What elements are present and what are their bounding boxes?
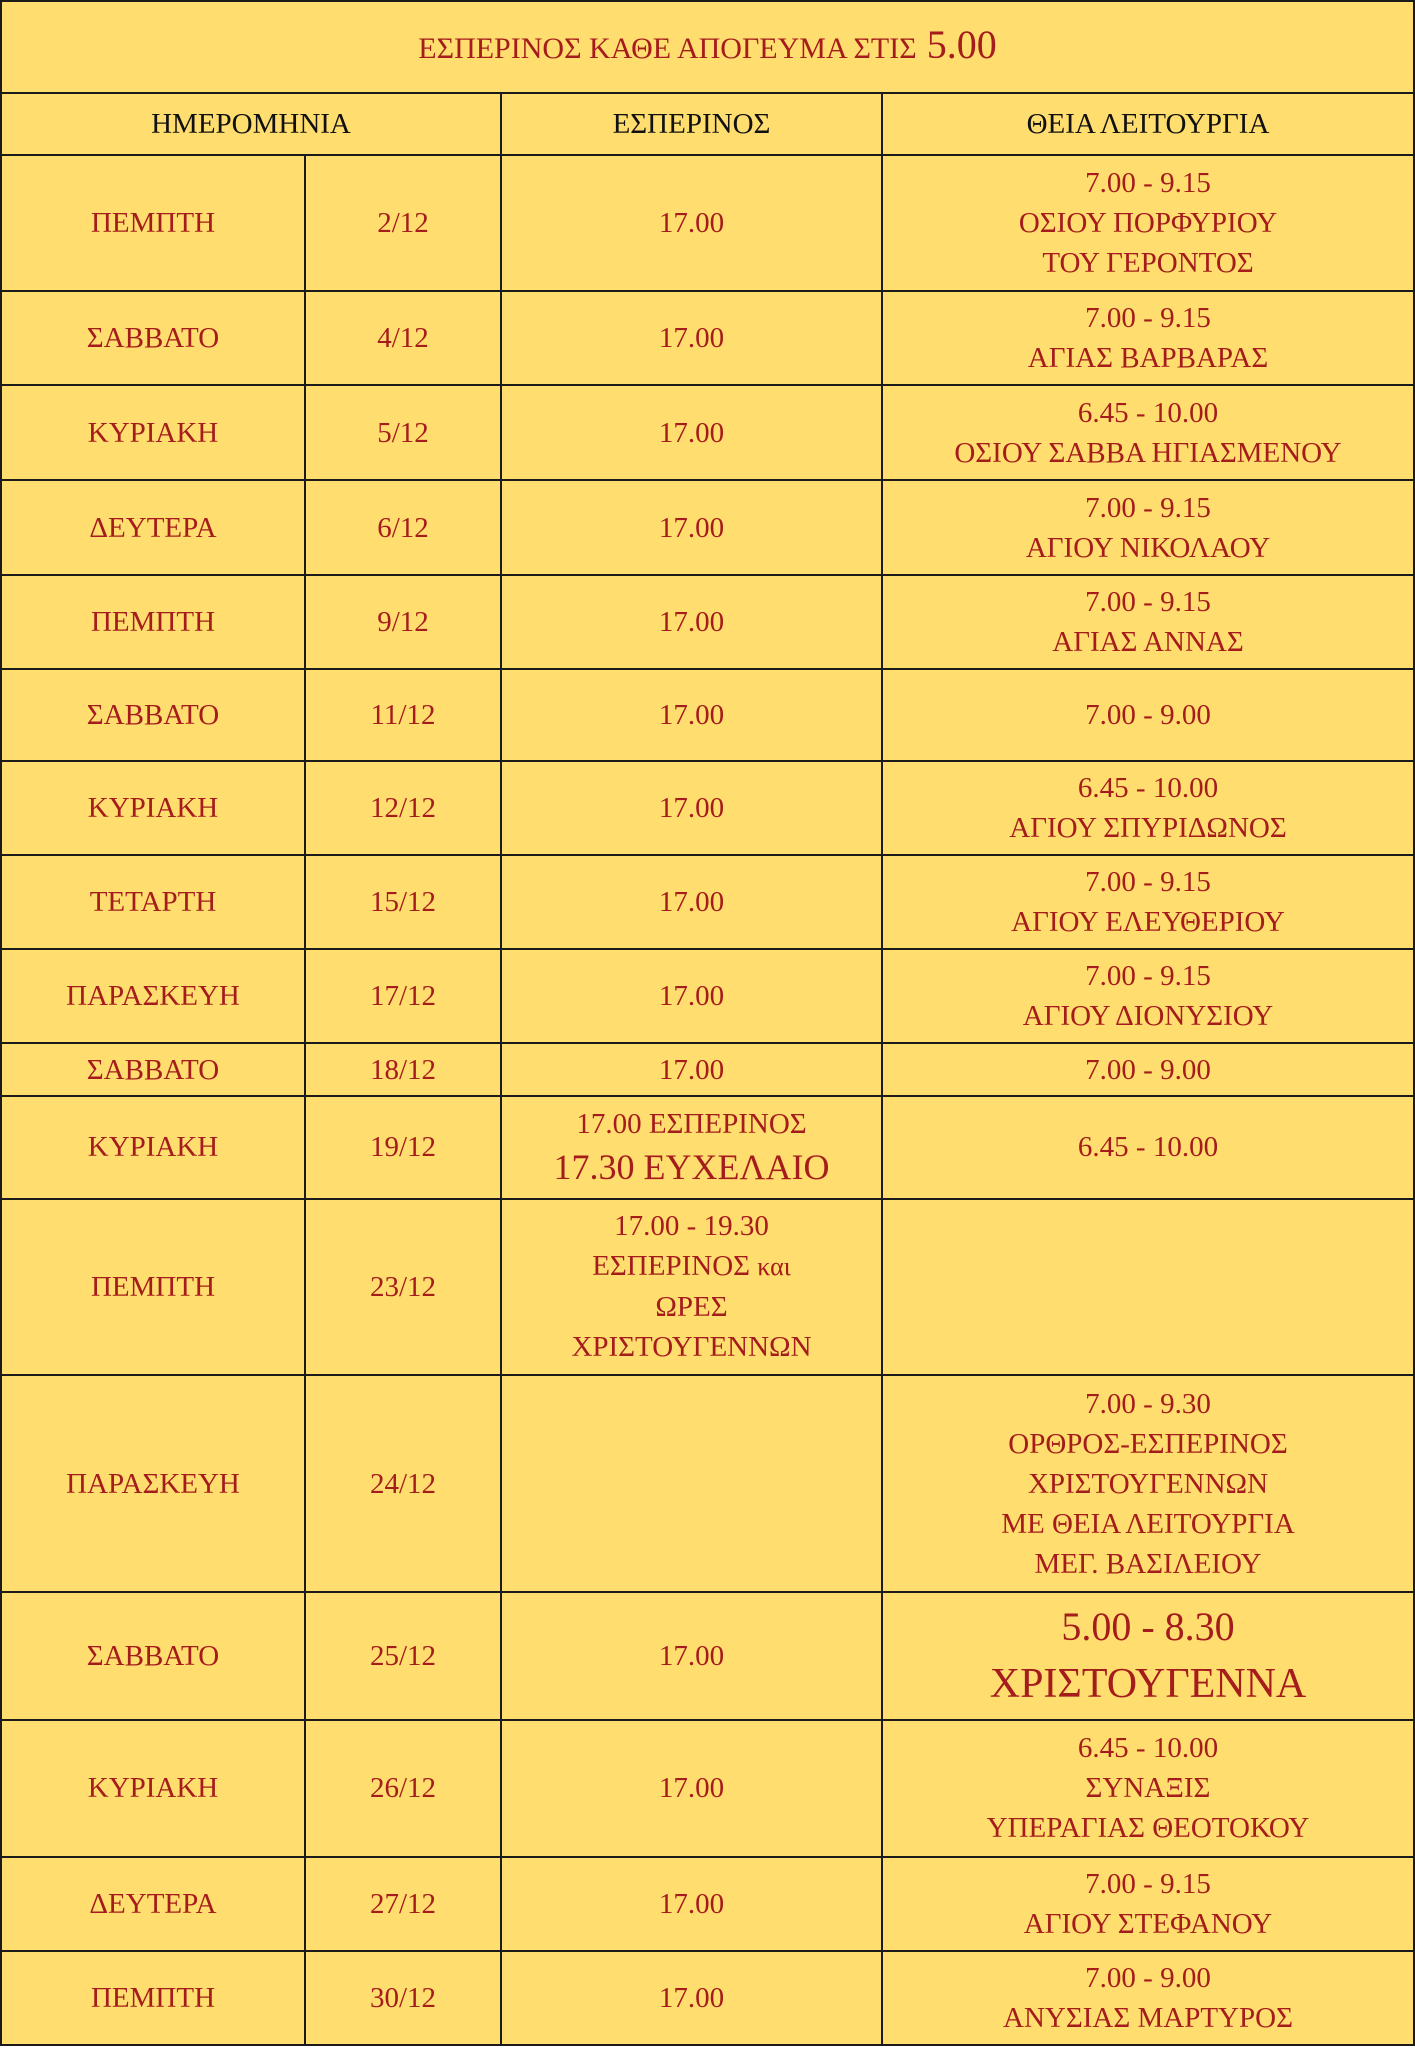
date-cell: 5/12 — [305, 385, 501, 480]
table-row — [1, 1592, 1414, 1720]
header-row — [1, 93, 1414, 155]
liturgy-line: 7.00 - 9.15 — [1085, 302, 1211, 335]
table-row — [1, 291, 1414, 385]
liturgy-line: ΤΟΥ ΓΕΡΟΝΤΟΣ — [1042, 247, 1254, 280]
table-row — [1, 949, 1414, 1043]
vespers-cell: 17.00 — [501, 949, 882, 1043]
liturgy-cell — [882, 1043, 1414, 1096]
liturgy-line: ΑΝΥΣΙΑΣ ΜΑΡΤΥΡΟΣ — [1003, 2001, 1293, 2034]
day-cell: ΠΕΜΠΤΗ — [1, 575, 305, 669]
table-row — [1, 480, 1414, 574]
date-cell: 17/12 — [305, 949, 501, 1043]
vespers-cell: 17.00 — [501, 761, 882, 855]
liturgy-cell — [882, 1375, 1414, 1592]
vespers-column-header: ΕΣΠΕΡΙΝΟΣ — [501, 93, 882, 155]
liturgy-column-header: ΘΕΙΑ ΛΕΙΤΟΥΡΓΙΑ — [882, 93, 1414, 155]
day-cell: ΠΑΡΑΣΚΕΥΗ — [1, 1375, 305, 1592]
vespers-cell: 17.00 — [501, 575, 882, 669]
liturgy-line: ΥΠΕΡΑΓΙΑΣ ΘΕΟΤΟΚΟΥ — [986, 1812, 1310, 1845]
vespers-line: 17.00 ΕΣΠΕΡΙΝΟΣ — [576, 1108, 807, 1141]
liturgy-line: ΑΓΙΑΣ ΒΑΡΒΑΡΑΣ — [1027, 342, 1269, 375]
day-cell: ΠΕΜΠΤΗ — [1, 155, 305, 291]
liturgy-line: ΑΓΙΟΥ ΣΤΕΦΑΝΟΥ — [1023, 1907, 1273, 1940]
liturgy-line: 7.00 - 9.00 — [1085, 698, 1211, 731]
liturgy-line: ΧΡΙΣΤΟΥΓΕΝΝΩΝ — [1027, 1467, 1269, 1500]
liturgy-line: 7.00 - 9.15 — [1085, 960, 1211, 993]
date-cell: 4/12 — [305, 291, 501, 385]
vespers-cell: 17.00 — [501, 480, 882, 574]
date-cell: 18/12 — [305, 1043, 501, 1096]
vespers-cell: 17.00 — [501, 1043, 882, 1096]
liturgy-line: 5.00 - 8.30 — [1061, 1604, 1235, 1650]
liturgy-cell — [882, 1857, 1414, 1951]
liturgy-line: ΟΣΙΟΥ ΣΑΒΒΑ ΗΓΙΑΣΜΕΝΟΥ — [954, 436, 1342, 469]
liturgy-line: ΧΡΙΣΤΟΥΓΕΝΝΑ — [989, 1661, 1307, 1708]
liturgy-cell — [882, 1199, 1414, 1375]
date-cell: 19/12 — [305, 1096, 501, 1198]
liturgy-cell — [882, 1720, 1414, 1856]
vespers-cell: 17.00 — [501, 1592, 882, 1720]
table-row — [1, 1043, 1414, 1096]
liturgy-line: ΟΡΘΡΟΣ-ΕΣΠΕΡΙΝΟΣ — [1008, 1427, 1288, 1460]
liturgy-cell — [882, 291, 1414, 385]
day-cell: ΚΥΡΙΑΚΗ — [1, 385, 305, 480]
liturgy-cell — [882, 949, 1414, 1043]
liturgy-line: 7.00 - 9.15 — [1085, 1867, 1211, 1900]
liturgy-cell — [882, 480, 1414, 574]
liturgy-cell — [882, 1592, 1414, 1720]
vespers-cell: 17.00 — [501, 385, 882, 480]
date-cell: 23/12 — [305, 1199, 501, 1375]
date-cell: 9/12 — [305, 575, 501, 669]
liturgy-line: 7.00 - 9.00 — [1085, 1053, 1211, 1086]
table-row — [1, 155, 1414, 291]
table-row — [1, 1375, 1414, 1592]
date-cell: 26/12 — [305, 1720, 501, 1856]
vespers-cell — [501, 1096, 882, 1198]
vespers-cell: 17.00 — [501, 1951, 882, 2045]
liturgy-line: ΑΓΙΟΥ ΝΙΚΟΛΑΟΥ — [1025, 531, 1271, 564]
liturgy-line: 7.00 - 9.15 — [1085, 585, 1211, 618]
date-cell: 2/12 — [305, 155, 501, 291]
liturgy-cell — [882, 761, 1414, 855]
schedule-body — [1, 155, 1414, 2045]
day-cell: ΚΥΡΙΑΚΗ — [1, 1096, 305, 1198]
vespers-cell: 17.00 — [501, 291, 882, 385]
vespers-conjunction: και — [757, 1252, 791, 1282]
table-row — [1, 669, 1414, 761]
liturgy-cell — [882, 1096, 1414, 1198]
table-row — [1, 385, 1414, 480]
vespers-cell: 17.00 — [501, 855, 882, 949]
title-time: 5.00 — [926, 22, 997, 67]
day-cell: ΣΑΒΒΑΤΟ — [1, 1592, 305, 1720]
vespers-word: ΕΣΠΕΡΙΝΟΣ — [592, 1250, 751, 1283]
liturgy-line: 7.00 - 9.30 — [1085, 1387, 1211, 1420]
date-column-header: ΗΜΕΡΟΜΗΝΙΑ — [1, 93, 501, 155]
table-row — [1, 855, 1414, 949]
date-cell: 24/12 — [305, 1375, 501, 1592]
date-cell: 25/12 — [305, 1592, 501, 1720]
liturgy-line: 7.00 - 9.15 — [1085, 167, 1211, 200]
liturgy-line: ΑΓΙΟΥ ΕΛΕΥΘΕΡΙΟΥ — [1011, 906, 1285, 939]
day-cell: ΠΑΡΑΣΚΕΥΗ — [1, 949, 305, 1043]
vespers-line: ΧΡΙΣΤΟΥΓΕΝΝΩΝ — [571, 1331, 812, 1364]
liturgy-line: 6.45 - 10.00 — [1077, 396, 1219, 429]
liturgy-line: ΜΕ ΘΕΙΑ ΛΕΙΤΟΥΡΓΙΑ — [1001, 1507, 1295, 1540]
liturgy-line: 6.45 - 10.00 — [1077, 1732, 1219, 1765]
day-cell: ΣΑΒΒΑΤΟ — [1, 669, 305, 761]
vespers-cell — [501, 1375, 882, 1592]
liturgy-cell — [882, 155, 1414, 291]
liturgy-cell — [882, 1951, 1414, 2045]
day-cell: ΣΑΒΒΑΤΟ — [1, 1043, 305, 1096]
date-cell: 11/12 — [305, 669, 501, 761]
day-cell: ΔΕΥΤΕΡΑ — [1, 1857, 305, 1951]
table-row — [1, 1199, 1414, 1375]
vespers-line: 17.30 ΕΥΧΕΛΑΙΟ — [553, 1147, 830, 1188]
liturgy-cell — [882, 575, 1414, 669]
vespers-line: ΩΡΕΣ — [655, 1291, 728, 1324]
page-title — [1, 1, 1414, 93]
vespers-cell — [501, 1199, 882, 1375]
table-row — [1, 1096, 1414, 1198]
day-cell: ΚΥΡΙΑΚΗ — [1, 761, 305, 855]
liturgy-line: ΟΣΙΟΥ ΠΟΡΦΥΡΙΟΥ — [1018, 207, 1278, 240]
table-row — [1, 1857, 1414, 1951]
table-row — [1, 761, 1414, 855]
table-row — [1, 575, 1414, 669]
liturgy-cell — [882, 385, 1414, 480]
day-cell: ΠΕΜΠΤΗ — [1, 1951, 305, 2045]
liturgy-line: ΑΓΙΟΥ ΣΠΥΡΙΔΩΝΟΣ — [1009, 811, 1287, 844]
vespers-line — [506, 1246, 877, 1287]
day-cell: ΠΕΜΠΤΗ — [1, 1199, 305, 1375]
vespers-cell: 17.00 — [501, 155, 882, 291]
day-cell: ΤΕΤΑΡΤΗ — [1, 855, 305, 949]
liturgy-line: ΑΓΙΟΥ ΔΙΟΝΥΣΙΟΥ — [1022, 1000, 1274, 1033]
title-prefix: ΕΣΠΕΡΙΝΟΣ ΚΑΘΕ ΑΠΟΓΕΥΜΑ ΣΤΙΣ — [418, 32, 917, 65]
day-cell: ΣΑΒΒΑΤΟ — [1, 291, 305, 385]
vespers-cell: 17.00 — [501, 669, 882, 761]
date-cell: 6/12 — [305, 480, 501, 574]
liturgy-line: 7.00 - 9.00 — [1085, 1961, 1211, 1994]
liturgy-line: 6.45 - 10.00 — [1077, 1131, 1219, 1164]
title-row — [1, 1, 1414, 93]
day-cell: ΚΥΡΙΑΚΗ — [1, 1720, 305, 1856]
table-row — [1, 1720, 1414, 1856]
liturgy-line: 7.00 - 9.15 — [1085, 866, 1211, 899]
date-cell: 12/12 — [305, 761, 501, 855]
day-cell: ΔΕΥΤΕΡΑ — [1, 480, 305, 574]
liturgy-line: ΑΓΙΑΣ ΑΝΝΑΣ — [1052, 625, 1244, 658]
liturgy-line: ΣΥΝΑΞΙΣ — [1085, 1772, 1211, 1805]
liturgy-cell — [882, 855, 1414, 949]
liturgy-line: 6.45 - 10.00 — [1077, 771, 1219, 804]
liturgy-line: ΜΕΓ. ΒΑΣΙΛΕΙΟΥ — [1034, 1547, 1262, 1580]
liturgy-cell — [882, 669, 1414, 761]
date-cell: 27/12 — [305, 1857, 501, 1951]
vespers-cell: 17.00 — [501, 1857, 882, 1951]
date-cell: 15/12 — [305, 855, 501, 949]
vespers-cell: 17.00 — [501, 1720, 882, 1856]
liturgy-line: 7.00 - 9.15 — [1085, 491, 1211, 524]
table-row — [1, 1951, 1414, 2045]
vespers-line: 17.00 - 19.30 — [614, 1210, 769, 1243]
date-cell: 30/12 — [305, 1951, 501, 2045]
